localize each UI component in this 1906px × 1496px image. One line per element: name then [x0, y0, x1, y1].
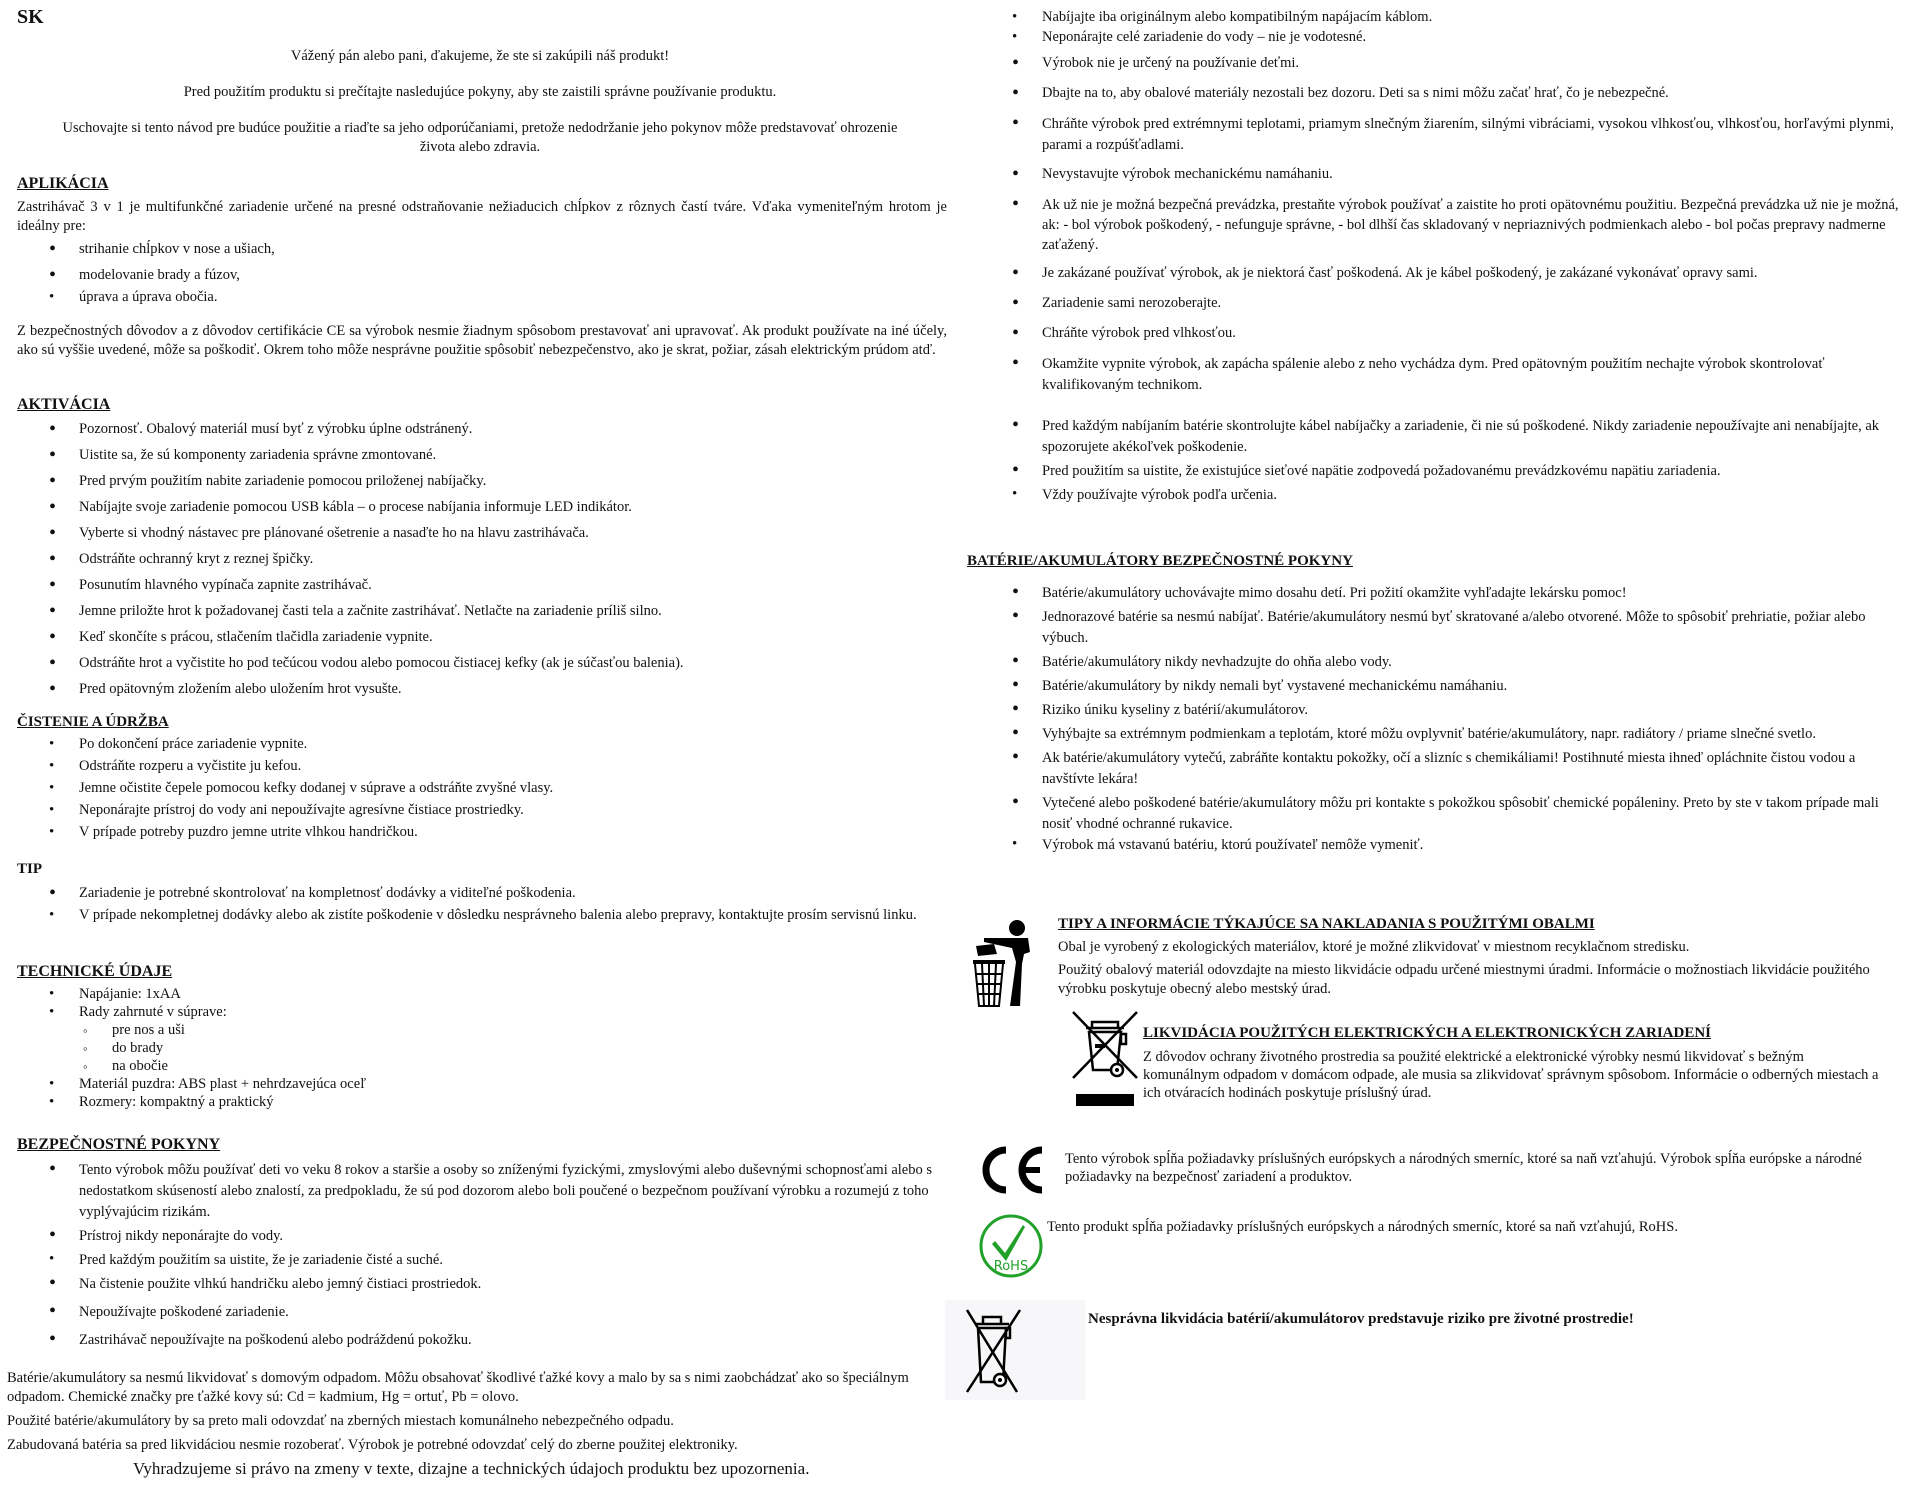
battery-warning: Nesprávna likvidácia batérií/akumulátorov predstavuje riziko pre životné prostredie!	[1088, 1311, 1634, 1327]
list-item: • Jemne očistite čepele pomocou kefky dodanej v súprave a odstráňte zvyšné vlasy.	[17, 779, 937, 798]
list-item: • Neponárajte prístroj do vody ani nepoužívajte agresívne čistiace prostriedky.	[17, 801, 937, 820]
section-heading-baterie: BATÉRIE/AKUMULÁTORY BEZPEČNOSTNÉ POKYNY	[967, 553, 1353, 569]
list-item: • Vyberte si vhodný nástavec pre plánované ošetrenie a nasaďte ho na hlavu zastrihávača.	[17, 524, 937, 543]
battery-disposal-p2: Použité batérie/akumulátory by sa preto mali odovzdať na zberných miestach komunálneho nebezpečného odpadu.	[7, 1413, 674, 1429]
list-item: • Nabíjajte svoje zariadenie pomocou USB kábla – o procese nabíjania informuje LED indikátor.	[17, 498, 937, 517]
list-item: • Nabíjajte iba originálnym alebo kompatibilným napájacím káblom.	[980, 8, 1900, 27]
bezpecnostne-list-left	[17, 1160, 947, 1351]
list-item: • modelovanie brady a fúzov,	[17, 266, 917, 285]
list-item: • Batérie/akumulátory uchovávajte mimo dosahu detí. Pri požití okamžite vyhľadajte lekársku pomoc!	[980, 583, 1900, 604]
sub-list-item: ◦ pre nos a uši	[17, 1021, 917, 1039]
list-item: • Zariadenie je potrebné skontrolovať na kompletnosť dodávky a viditeľné poškodenia.	[17, 884, 942, 903]
list-item: • Ak batérie/akumulátory vytečú, zabráňte kontaktu pokožky, očí a slizníc s chemikáliami! Postihnuté miesta ihneď opláchnite čistou vodou a navštívte lekára!	[980, 748, 1900, 790]
list-item: • Pozornosť. Obalový materiál musí byť z výrobku úplne odstránený.	[17, 420, 937, 439]
list-item: • Zariadenie sami nerozoberajte.	[980, 294, 1900, 313]
cistenie-list	[17, 735, 937, 842]
list-item: • Prístroj nikdy neponárajte do vody.	[17, 1226, 947, 1247]
list-item: • Zastrihávač nepoužívajte na poškodenú alebo podráždenú pokožku.	[17, 1330, 947, 1351]
list-item: • Pred prvým použitím nabite zariadenie pomocou priloženej nabíjačky.	[17, 472, 937, 491]
rohs-badge-icon	[978, 1213, 1044, 1279]
list-item: • Výrobok nie je určený na používanie deťmi.	[980, 54, 1900, 73]
aplikacia-text: Zastrihávač 3 v 1 je multifunkčné zariadenie určené na presné odstraňovanie nežiaducich chĺpkov z rôznych častí tváre. Vďaka vymeniteľným hrotom je ideálny pre:	[17, 199, 947, 234]
crossed-bin-weee-icon	[1070, 1010, 1140, 1112]
list-item: • Na čistenie použite vlhkú handričku alebo jemný čistiaci prostriedok.	[17, 1274, 947, 1295]
intro-greeting: Vážený pán alebo pani, ďakujeme, že ste si zakúpili náš produkt!	[290, 48, 670, 64]
list-item: • Odstráňte rozperu a vyčistite ju kefou.	[17, 757, 937, 776]
language-code: SK	[17, 6, 44, 28]
list-item: • Uistite sa, že sú komponenty zariadenia správne zmontované.	[17, 446, 937, 465]
sub-list-item: ◦ na obočie	[17, 1057, 917, 1075]
section-heading-technicke: TECHNICKÉ ÚDAJE	[17, 963, 173, 980]
list-item: • Odstráňte hrot a vyčistite ho pod tečúcou vodou alebo pomocou čistiacej kefky (ak je súčasťou balenia).	[17, 654, 937, 673]
section-heading-aktivacia: AKTIVÁCIA	[17, 396, 111, 413]
list-item: • Výrobok má vstavanú batériu, ktorú používateľ nemôže vymeniť.	[980, 835, 1900, 856]
packaging-p1: Obal je vyrobený z ekologických materiálov, ktoré je možné zlikvidovať v miestnom recyklačnom stredisku.	[1058, 939, 1690, 955]
tip-list	[17, 884, 942, 925]
tips-label: Rady zahrnuté v súprave:	[79, 1004, 227, 1020]
list-item: • Jemne priložte hrot k požadovanej časti tela a začnite zastrihávať. Netlačte na zariadenie príliš silno.	[17, 602, 937, 621]
aplikacia-note: Z bezpečnostných dôvodov a z dôvodov certifikácie CE sa výrobok nesmie žiadnym spôsobom prestavovať ani upravovať. Ak produkt používate na iné účely, ako sú vyššie uvedené, môže sa poškodiť. Okrem toho môže nesprávne použitie spôsobiť nebezpečenstvo, ako je skrat, požiar, zásah elektrickým prúdom atď.	[17, 323, 947, 358]
list-item: • Odstráňte ochranný kryt z reznej špičky.	[17, 550, 937, 569]
ce-mark-icon	[978, 1146, 1048, 1194]
list-item-material: • Materiál puzdra: ABS plast + nehrdzavejúca oceľ	[17, 1075, 917, 1093]
list-item: • Vyhýbajte sa extrémnym podmienkam a teplotám, ktoré môžu ovplyvniť batérie/akumulátory, napr. radiátory / priame slnečné svetlo.	[980, 724, 1900, 745]
section-heading-weee: LIKVIDÁCIA POUŽITÝCH ELEKTRICKÝCH A ELEKTRONICKÝCH ZARIADENÍ	[1143, 1025, 1712, 1041]
section-heading-tip: TIP	[17, 861, 43, 877]
intro-keep-manual: Uschovajte si tento návod pre budúce použitie a riaďte sa jeho odporúčaniami, pretože nedodržanie jeho pokynov môže predstavovať ohrozenie života alebo zdravia.	[62, 120, 898, 155]
list-item: • Nevystavujte výrobok mechanickému namáhaniu.	[980, 165, 1900, 184]
list-item: • Tento výrobok môžu používať deti vo veku 8 rokov a staršie a osoby so zníženými fyzickými, zmyslovými alebo duševnými schopnosťami alebo s nedostatkom skúseností alebo znalostí, za predpokladu, že sú pod dozorom alebo boli poučené o bezpečnom používaní výrobku a rozumejú z toho vyplývajúcim rizikám.	[17, 1160, 947, 1223]
section-heading-cistenie: ČISTENIE A ÚDRŽBA	[17, 714, 169, 730]
list-item: • Posunutím hlavného vypínača zapnite zastrihávač.	[17, 576, 937, 595]
section-heading-bezpecnostne: BEZPEČNOSTNÉ POKYNY	[17, 1136, 221, 1153]
tidy-man-recycle-icon	[970, 918, 1040, 1008]
list-item-tips	[17, 1003, 917, 1075]
list-item: • Je zakázané používať výrobok, ak je niektorá časť poškodená. Ak je kábel poškodený, je zakázané vykonávať opravy sami.	[980, 264, 1900, 283]
rohs-text: Tento produkt spĺňa požiadavky príslušných európskych a národných smerníc, ktoré sa naň vzťahujú, RoHS.	[1047, 1219, 1678, 1235]
list-item: • Pred každým použitím sa uistite, že je zariadenie čisté a suché.	[17, 1250, 947, 1271]
list-item: • Batérie/akumulátory nikdy nevhadzujte do ohňa alebo vody.	[980, 652, 1900, 673]
technicke-list	[17, 985, 917, 1111]
list-item: • Jednorazové batérie sa nesmú nabíjať. Batérie/akumulátory nesmú byť skratované a/alebo otvorené. Môže to spôsobiť prehriatie, požiar alebo výbuch.	[980, 607, 1900, 649]
battery-disposal-p1: Batérie/akumulátory sa nesmú likvidovať s domovým odpadom. Môžu obsahovať škodlivé ťažké kovy a malo by sa s nimi zaobchádzať ako so špeciálnym odpadom. Chemické značky pre ťažké kovy sú: Cd = kadmium, Hg = ortuť, Pb = olovo.	[7, 1370, 909, 1405]
crossed-bin-battery-icon	[945, 1300, 1085, 1400]
list-item: • strihanie chĺpkov v nose a ušiach,	[17, 240, 917, 259]
aplikacia-list	[17, 240, 917, 307]
intro-read-first: Pred použitím produktu si prečítajte nasledujúce pokyny, aby ste zaistili správne používanie produktu.	[183, 84, 777, 100]
weee-text: Z dôvodov ochrany životného prostredia sa použité elektrické a elektronické výrobky nesmú likvidovať s bežným komunálnym odpadom v domácom odpade, ale musia sa zlikvidovať správnym spôsobom. Informácie o odberných miestach a ich otváracích hodinách poskytuje príslušný úrad.	[1143, 1049, 1879, 1101]
list-item: • Okamžite vypnite výrobok, ak zapácha spálenie alebo z neho vychádza dym. Pred opätovným použitím nechajte výrobok skontrolovať kvalifikovaným technikom.	[980, 354, 1900, 396]
list-item: • úprava a úprava obočia.	[17, 288, 917, 307]
section-heading-packaging: TIPY A INFORMÁCIE TÝKAJÚCE SA NAKLADANIA S POUŽITÝMI OBALMI	[1058, 916, 1595, 932]
sub-list-item: ◦ do brady	[17, 1039, 917, 1057]
battery-disposal-p3: Zabudovaná batéria sa pred likvidáciou nesmie rozoberať. Výrobok je potrebné odovzdať celý do zberne použitej elektroniky.	[7, 1437, 738, 1453]
bezpecnostne-list-right	[980, 8, 1900, 396]
list-item-dimensions: • Rozmery: kompaktný a praktický	[17, 1093, 917, 1111]
list-item: • Neponárajte celé zariadenie do vody – nie je vodotesné.	[980, 28, 1900, 47]
list-item: • Dbajte na to, aby obalové materiály nezostali bez dozoru. Deti sa s nimi môžu začať hrať, čo je nebezpečné.	[980, 84, 1900, 103]
list-item: • Chráňte výrobok pred vlhkosťou.	[980, 324, 1900, 343]
list-item: • Po dokončení práce zariadenie vypnite.	[17, 735, 937, 754]
aktivacia-list	[17, 420, 937, 699]
list-item: • Vytečené alebo poškodené batérie/akumulátory môžu pri kontakte s pokožkou spôsobiť chemické popáleniny. Preto by ste v takom prípade mali nosiť vhodné ochranné rukavice.	[980, 793, 1900, 835]
list-item: • Chráňte výrobok pred extrémnymi teplotami, priamym slnečným žiarením, silnými vibráciami, vysokou vlhkosťou, vlhkosťou, horľavými plynmi, parami a rozpúšťadlami.	[980, 114, 1900, 156]
tips-sublist	[17, 1021, 917, 1075]
list-item: • Riziko úniku kyseliny z batérií/akumulátorov.	[980, 700, 1900, 721]
list-item: • Vždy používajte výrobok podľa určenia.	[980, 485, 1900, 506]
packaging-p2: Použitý obalový materiál odovzdajte na miesto likvidácie odpadu určené miestnymi úradmi. Informácie o možnostiach likvidácie použitého výrobku poskytuje obecný alebo mestský úrad.	[1058, 962, 1870, 997]
list-item: • Ak už nie je možná bezpečná prevádzka, prestaňte výrobok používať a zaistite ho proti opätovnému použitiu. Bezpečná prevádzka už nie je možná, ak: - bol výrobok poškodený, - nefunguje správne, - bol dlhší čas skladovaný v nepriaznivých podmienkach alebo - bol počas prepravy nadmerne zaťažený.	[980, 195, 1900, 255]
list-item: • V prípade potreby puzdro jemne utrite vlhkou handričkou.	[17, 823, 937, 842]
list-item: • V prípade nekompletnej dodávky alebo ak zistíte poškodenie v dôsledku nesprávneho balenia alebo prepravy, kontaktujte prosím servisnú linku.	[17, 906, 942, 925]
disclaimer: Vyhradzujeme si právo na zmeny v texte, dizajne a technických údajoch produktu bez upozornenia.	[133, 1459, 810, 1478]
baterie-safety-list	[980, 583, 1900, 856]
list-item: • Batérie/akumulátory by nikdy nemali byť vystavené mechanickému namáhaniu.	[980, 676, 1900, 697]
bezpecnostne-list-right-2	[980, 416, 1900, 506]
list-item-power: • Napájanie: 1xAA	[17, 985, 917, 1003]
section-heading-aplikacia: APLIKÁCIA	[17, 175, 109, 192]
rohs-label: RoHS	[993, 1259, 1029, 1274]
list-item: • Pred použitím sa uistite, že existujúce sieťové napätie zodpovedá požadovanému prevádzkovému napätiu zariadenia.	[980, 461, 1900, 482]
list-item: • Pred opätovným zložením alebo uložením hrot vysušte.	[17, 680, 937, 699]
list-item: • Nepoužívajte poškodené zariadenie.	[17, 1302, 947, 1323]
list-item: • Keď skončíte s prácou, stlačením tlačidla zariadenie vypnite.	[17, 628, 937, 647]
ce-text: Tento výrobok spĺňa požiadavky príslušných európskych a národných smerníc, ktoré sa naň vzťahujú. Výrobok spĺňa európske a národné požiadavky na bezpečnosť zariadení a produktov.	[1065, 1151, 1862, 1185]
list-item: • Pred každým nabíjaním batérie skontrolujte kábel nabíjačky a zariadenie, či nie sú poškodené. Nikdy zariadenie nepoužívajte ani nenabíjajte, ak spozorujete akékoľvek poškodenie.	[980, 416, 1900, 458]
